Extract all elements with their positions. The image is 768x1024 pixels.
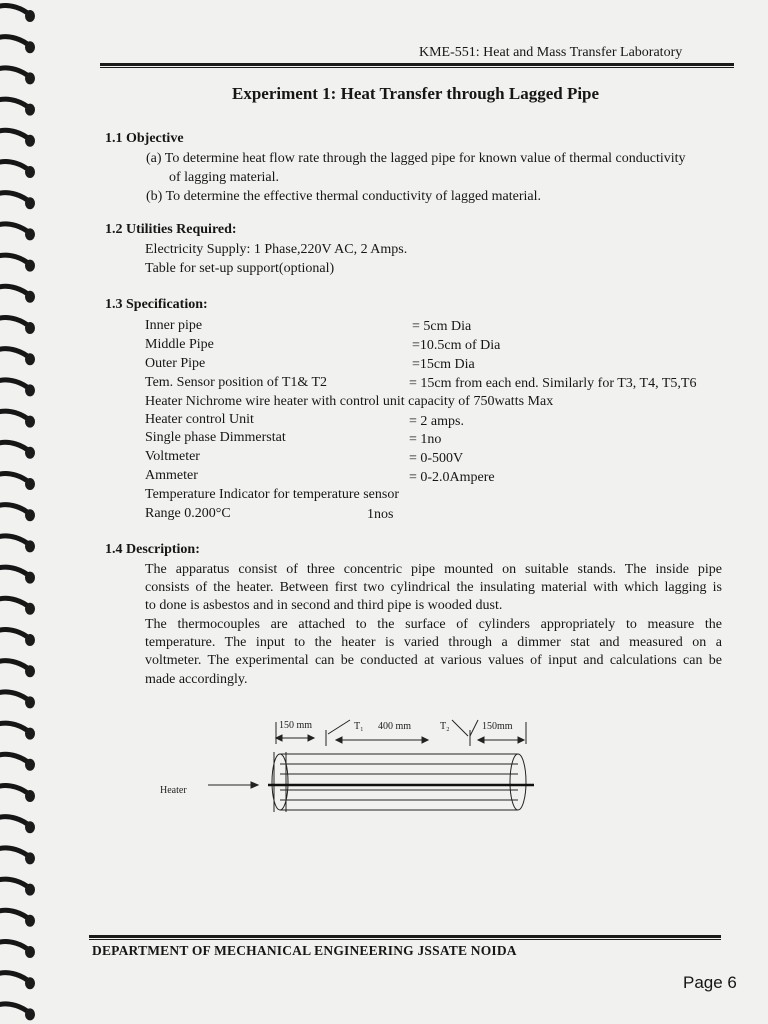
utility-table: Table for set-up support(optional) xyxy=(145,261,335,276)
spec-value: =10.5cm of Dia xyxy=(412,338,501,353)
binding-coil xyxy=(0,37,35,54)
binding-coil xyxy=(0,99,35,116)
t1-label: T₁ xyxy=(354,721,364,732)
spec-label: Range 0.200°C xyxy=(145,506,231,521)
department-footer: DEPARTMENT OF MECHANICAL ENGINEERING JSSATE NOIDA xyxy=(92,943,517,958)
binding-coil xyxy=(0,193,35,210)
binding-coil xyxy=(0,848,35,865)
lagged-pipe-diagram xyxy=(150,712,550,822)
description-heading: 1.4 Description: xyxy=(105,542,200,557)
dim-left-label: 150 mm xyxy=(279,720,313,731)
heater-arrowhead xyxy=(251,782,258,788)
pipe-body xyxy=(272,752,526,812)
spec-label: Tem. Sensor position of T1& T2 xyxy=(145,375,328,390)
header-rule xyxy=(100,63,734,66)
spec-value: = 1no xyxy=(409,432,442,447)
binding-coil xyxy=(0,130,35,147)
binding-coil xyxy=(0,661,35,678)
t2-label: T₂ xyxy=(440,721,450,732)
spec-value: = 5cm Dia xyxy=(412,319,472,334)
footer-rule-thin xyxy=(89,939,721,940)
binding-coil xyxy=(0,754,35,771)
dim-right-label: 150mm xyxy=(482,721,513,732)
binding-coil xyxy=(0,317,35,334)
binding-coil xyxy=(0,723,35,740)
spec-value: = 2 amps. xyxy=(409,414,464,429)
spec-label: Heater control Unit xyxy=(145,412,254,427)
binding-coil xyxy=(0,255,35,272)
spec-label: Middle Pipe xyxy=(145,337,214,352)
binding-coil xyxy=(0,505,35,522)
spec-label: Outer Pipe xyxy=(145,356,206,371)
binding-coil xyxy=(0,380,35,397)
utility-electricity: Electricity Supply: 1 Phase,220V AC, 2 Amps. xyxy=(145,242,408,257)
binding-coil xyxy=(0,598,35,615)
spec-value: = 0-500V xyxy=(409,451,464,466)
header-rule-thin xyxy=(100,67,734,68)
binding-coil xyxy=(0,161,35,178)
binding-coil xyxy=(0,224,35,241)
description-line: temperature. The input to the heater is varied through a dimmer stat and measured on a xyxy=(145,635,722,650)
binding-coil xyxy=(0,785,35,802)
binding-coil xyxy=(0,817,35,834)
description-line: made accordingly. xyxy=(145,672,248,687)
spec-label: Inner pipe xyxy=(145,318,203,333)
spec-label: Heater Nichrome wire heater with control unit capacity of 750watts Max xyxy=(145,394,554,409)
description-line: The thermocouples are attached to the surface of cylinders appropriately to measure the xyxy=(145,617,722,632)
utilities-heading: 1.2 Utilities Required: xyxy=(105,222,237,237)
binding-coil xyxy=(0,536,35,553)
description-line: consists of the heater. Between first two cylindrical the insulating material with which lagging is xyxy=(145,580,722,595)
spec-label: Single phase Dimmerstat xyxy=(145,430,286,445)
spec-value: =15cm Dia xyxy=(412,357,475,372)
binding-coil xyxy=(0,286,35,303)
spec-label: Voltmeter xyxy=(145,449,200,464)
binding-coil xyxy=(0,692,35,709)
spec-value: = 15cm from each end. Similarly for T3, T4, T5,T6 xyxy=(409,376,697,391)
spec-label: Ammeter xyxy=(145,468,198,483)
objective-item-a: (a) To determine heat flow rate through the lagged pipe for known value of thermal conductivity xyxy=(146,151,686,166)
course-header: KME-551: Heat and Mass Transfer Laboratory xyxy=(419,45,683,60)
objective-heading: 1.1 Objective xyxy=(105,131,184,146)
binding-coil xyxy=(0,973,35,990)
binding-coil xyxy=(0,411,35,428)
binding-coil xyxy=(0,879,35,896)
binding-coil xyxy=(0,1004,35,1021)
binding-coil xyxy=(0,349,35,366)
binding-coil xyxy=(0,629,35,646)
dim-mid-label: 400 mm xyxy=(378,721,412,732)
binding-coil xyxy=(0,442,35,459)
page-number: Page 6 xyxy=(683,973,737,992)
binding-coil xyxy=(0,567,35,584)
binding-coil xyxy=(0,941,35,958)
description-line: The apparatus consist of three concentric pipe mounted on suitable stands. The inside pipe xyxy=(145,562,722,577)
binding-coil xyxy=(0,910,35,927)
description-line: to done is asbestos and in second and third pipe is wooded dust. xyxy=(145,598,503,613)
footer-rule xyxy=(89,935,721,938)
page-title: Experiment 1: Heat Transfer through Lagged Pipe xyxy=(232,84,600,103)
spec-label: Temperature Indicator for temperature sensor xyxy=(145,487,400,502)
binding-coil xyxy=(0,5,35,22)
spiral-binding xyxy=(0,0,40,1024)
objective-item-b: (b) To determine the effective thermal conductivity of lagged material. xyxy=(146,189,542,204)
heater-label: Heater xyxy=(160,785,187,796)
binding-coil xyxy=(0,473,35,490)
spec-value: = 0-2.0Ampere xyxy=(409,470,495,485)
specification-heading: 1.3 Specification: xyxy=(105,297,208,312)
binding-coil xyxy=(0,68,35,85)
description-line: voltmeter. The experimental can be conducted at various values of input and calculations can be xyxy=(145,653,722,668)
spec-value: 1nos xyxy=(367,507,394,522)
objective-item-a-cont: of lagging material. xyxy=(169,170,280,185)
